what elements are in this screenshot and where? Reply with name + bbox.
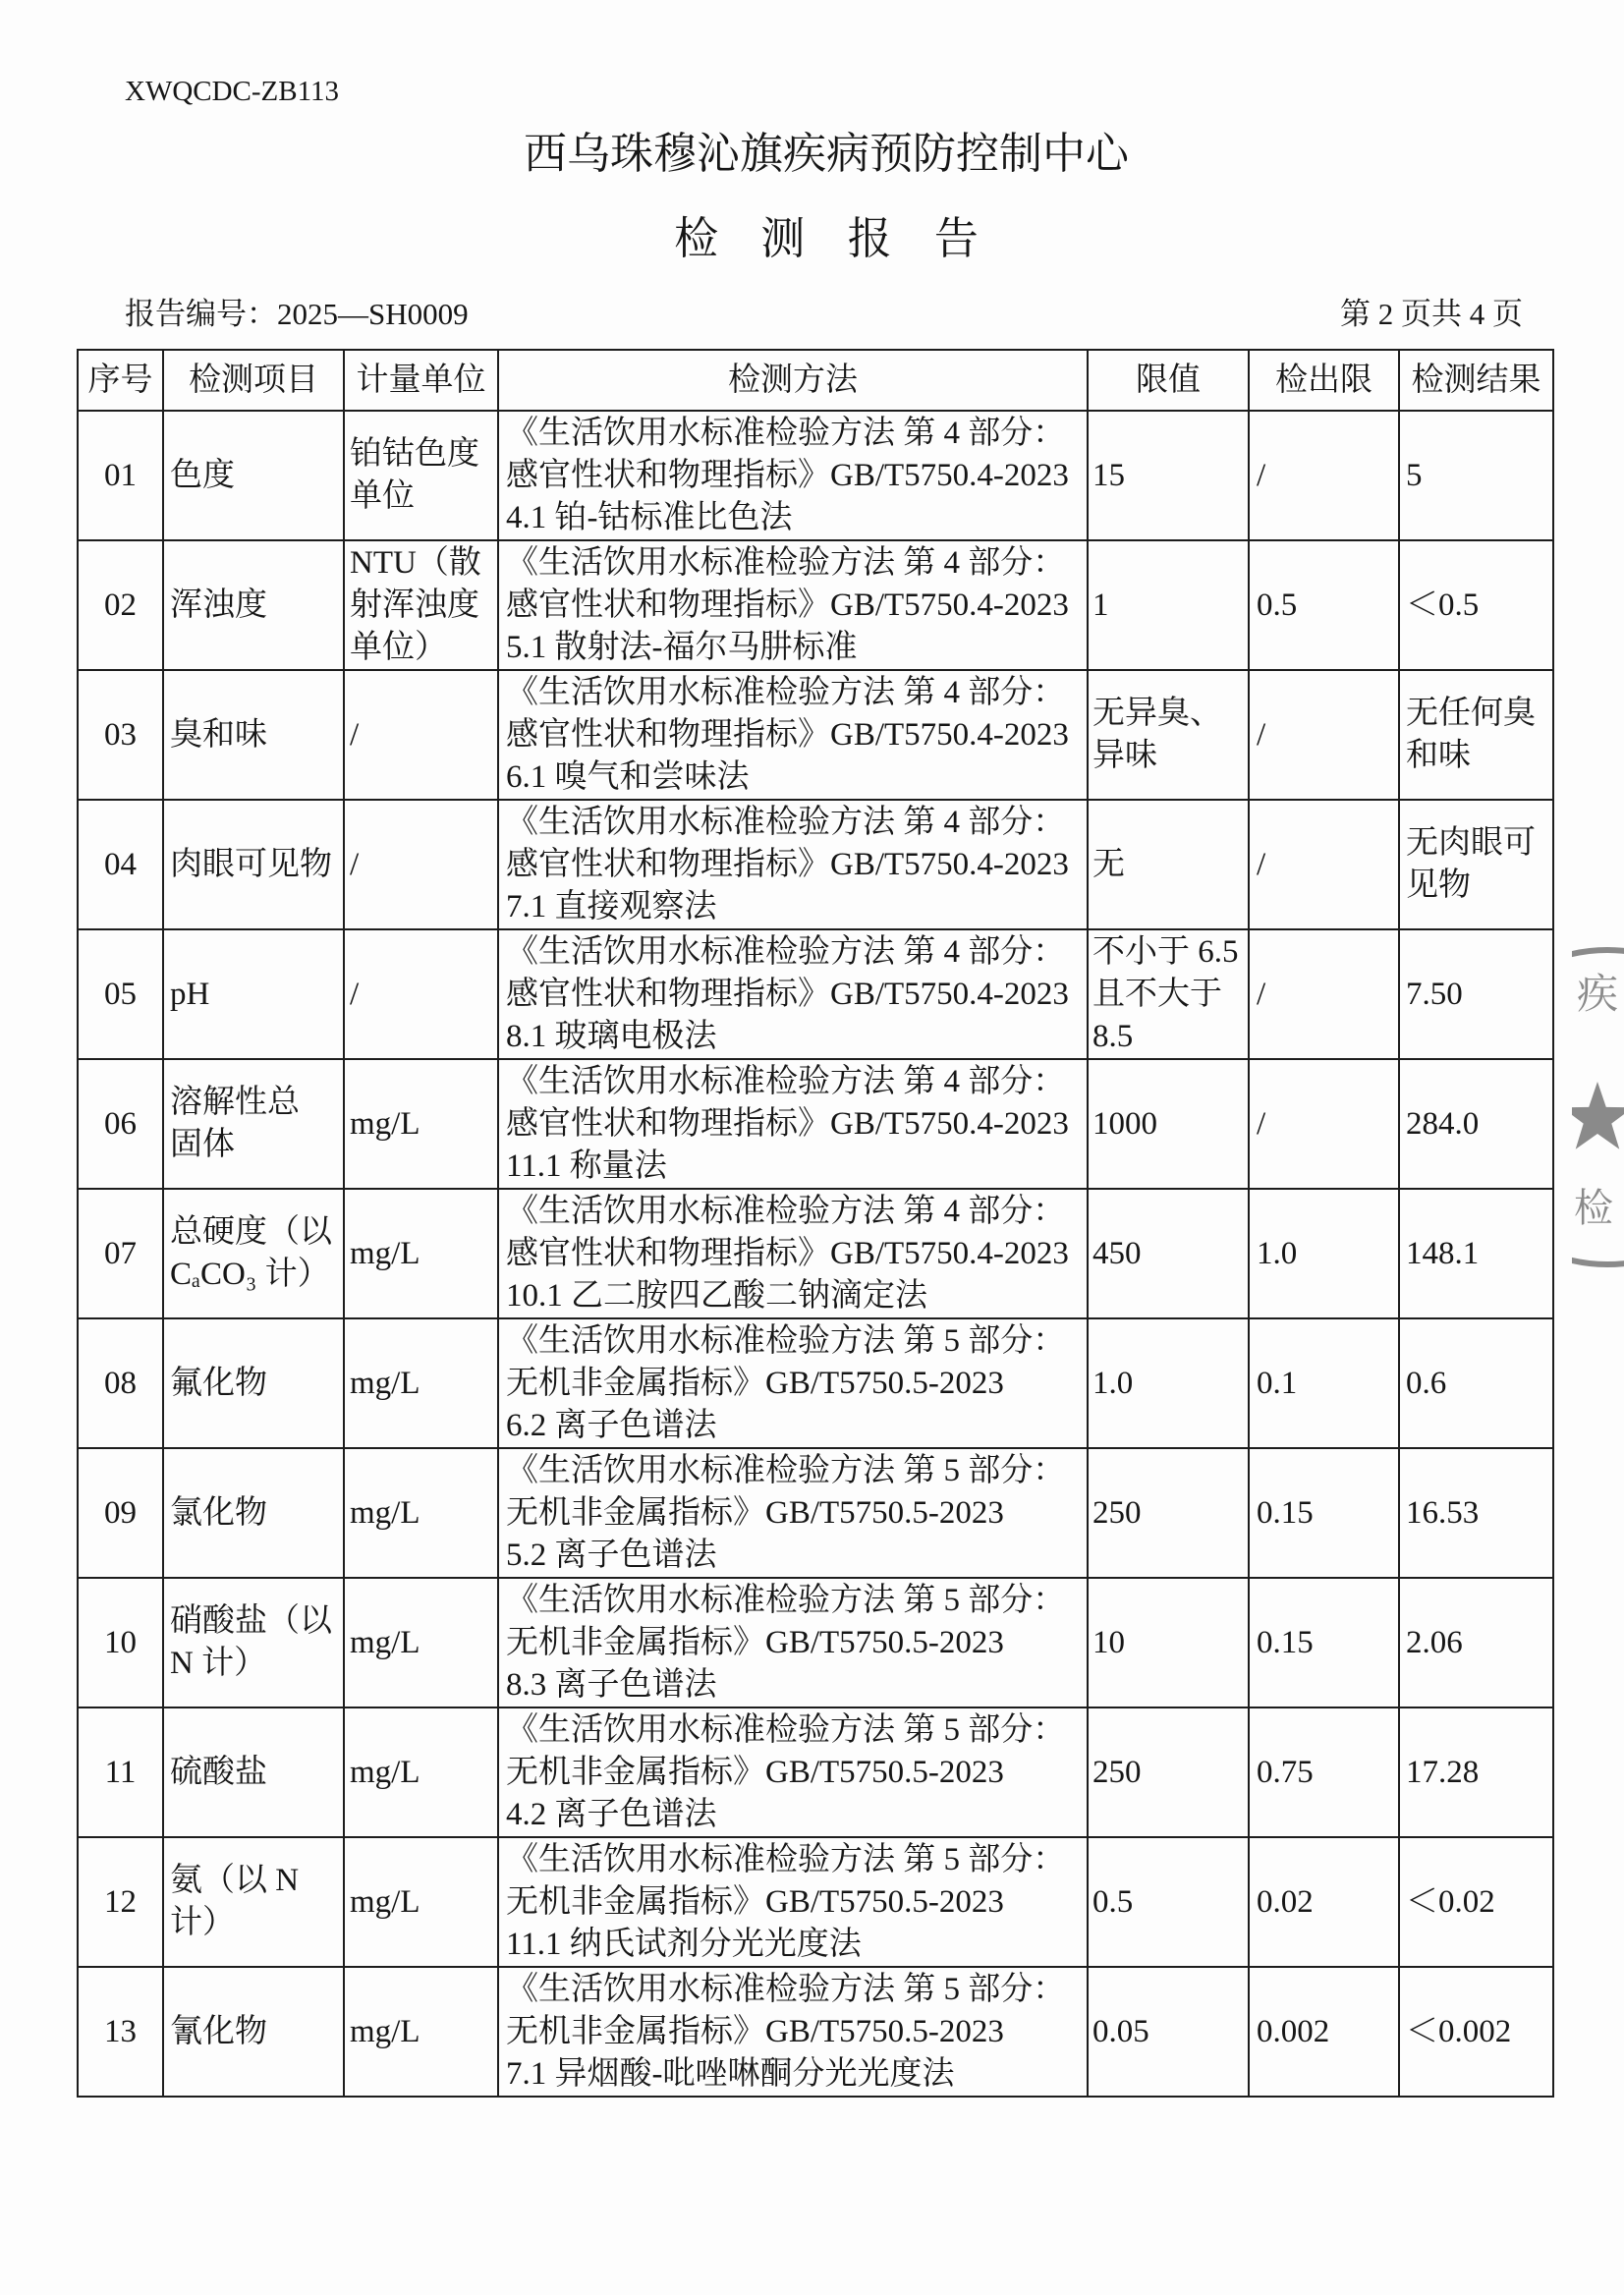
limit-value-line: 15 <box>1092 457 1125 493</box>
test-result-line: 7.50 <box>1406 976 1463 1012</box>
test-item-line: 浑浊度 <box>170 587 267 623</box>
test-method-line: 6.1 嗅气和尝味法 <box>506 758 750 795</box>
unit <box>344 1967 498 2097</box>
detection-limit <box>1249 1967 1399 2097</box>
detection-limit <box>1249 1189 1399 1318</box>
test-item-line: 臭和味 <box>170 716 267 753</box>
table-row <box>78 1578 1553 1707</box>
detection-limit <box>1249 670 1399 800</box>
limit-value <box>1088 1059 1249 1189</box>
header-unit: 计量单位 <box>344 350 498 411</box>
test-item-line: CₐCO₃ 计） <box>170 1257 330 1292</box>
unit-line: / <box>350 846 360 882</box>
row-number-line: 05 <box>104 976 137 1012</box>
seal-stamp <box>1572 914 1624 1307</box>
row-number <box>78 1967 163 2097</box>
test-method-line: 8.1 玻璃电极法 <box>506 1018 717 1054</box>
test-method-line: 《生活饮用水标准检验方法 第 4 部分： <box>506 804 1066 840</box>
test-method-line: 《生活饮用水标准检验方法 第 4 部分： <box>506 933 1066 970</box>
test-item <box>163 1189 344 1318</box>
row-number-line: 06 <box>104 1105 137 1142</box>
detection-limit <box>1249 1059 1399 1189</box>
limit-value <box>1088 1578 1249 1707</box>
row-number <box>78 411 163 540</box>
row-number-line: 08 <box>104 1365 137 1401</box>
limit-value <box>1088 1448 1249 1578</box>
unit-line: mg/L <box>350 2013 420 2049</box>
test-method <box>498 670 1088 800</box>
limit-value-line: 8.5 <box>1092 1018 1134 1054</box>
test-result-line: 见物 <box>1406 868 1471 903</box>
test-result-line: 和味 <box>1406 738 1471 773</box>
test-method-line: 8.3 离子色谱法 <box>506 1666 717 1703</box>
test-item <box>163 1318 344 1448</box>
detection-limit-line: / <box>1257 1105 1266 1142</box>
test-item <box>163 800 344 929</box>
test-method-line: 《生活饮用水标准检验方法 第 4 部分： <box>506 415 1066 451</box>
detection-limit-line: 0.02 <box>1257 1883 1314 1920</box>
limit-value-line: 无异臭、 <box>1092 696 1222 731</box>
unit-line: / <box>350 716 360 753</box>
unit-line: mg/L <box>350 1754 420 1790</box>
test-result-line: 无任何臭 <box>1406 696 1536 731</box>
test-result <box>1399 670 1553 800</box>
test-result <box>1399 1448 1553 1578</box>
row-number-line: 10 <box>104 1624 137 1660</box>
test-method <box>498 1448 1088 1578</box>
unit-line: 单位 <box>350 478 415 514</box>
test-method-line: 感官性状和物理指标》GB/T5750.4-2023 <box>506 457 1069 493</box>
test-item <box>163 540 344 670</box>
test-result-line: ＜0.5 <box>1406 587 1480 623</box>
unit <box>344 670 498 800</box>
table-row <box>78 1967 1553 2097</box>
test-result <box>1399 1059 1553 1189</box>
limit-value-line: 10 <box>1092 1624 1125 1660</box>
test-method-line: 7.1 异烟酸-吡唑啉酮分光光度法 <box>506 2055 955 2092</box>
row-number <box>78 1189 163 1318</box>
row-number-line: 03 <box>104 716 137 753</box>
limit-value <box>1088 1837 1249 1967</box>
detection-limit-line: 0.75 <box>1257 1754 1314 1790</box>
header-detection-limit: 检出限 <box>1249 350 1399 411</box>
test-method-line: 感官性状和物理指标》GB/T5750.4-2023 <box>506 846 1069 882</box>
test-method-line: 无机非金属指标》GB/T5750.5-2023 <box>506 1624 1004 1660</box>
unit-line: mg/L <box>350 1365 420 1401</box>
limit-value-line: 无 <box>1092 846 1125 882</box>
test-method-line: 《生活饮用水标准检验方法 第 4 部分： <box>506 1193 1066 1229</box>
row-number <box>78 1059 163 1189</box>
test-item-line: 溶解性总 <box>170 1085 300 1120</box>
test-item-line: 氰化物 <box>170 2013 267 2049</box>
detection-limit <box>1249 1707 1399 1837</box>
test-method-line: 《生活饮用水标准检验方法 第 5 部分： <box>506 1971 1066 2007</box>
test-item <box>163 1578 344 1707</box>
test-method <box>498 1318 1088 1448</box>
test-method-line: 《生活饮用水标准检验方法 第 4 部分： <box>506 544 1066 581</box>
test-item-line: 氯化物 <box>170 1494 267 1531</box>
test-method-line: 感官性状和物理指标》GB/T5750.4-2023 <box>506 1105 1069 1142</box>
limit-value <box>1088 800 1249 929</box>
unit-line: / <box>350 976 360 1012</box>
limit-value <box>1088 411 1249 540</box>
header-limit-value: 限值 <box>1088 350 1249 411</box>
test-method-line: 《生活饮用水标准检验方法 第 4 部分： <box>506 674 1066 710</box>
row-number-line: 07 <box>104 1235 137 1271</box>
test-item <box>163 1967 344 2097</box>
detection-limit <box>1249 411 1399 540</box>
detection-limit <box>1249 1578 1399 1707</box>
test-item-line: N 计） <box>170 1646 267 1681</box>
test-result-line: 0.6 <box>1406 1365 1447 1401</box>
test-result-line: 17.28 <box>1406 1754 1480 1790</box>
unit-line: 单位） <box>350 629 447 665</box>
table-row <box>78 670 1553 800</box>
seal-char: 疾 <box>1576 970 1619 1018</box>
test-method-line: 4.1 铂-钴标准比色法 <box>506 499 793 535</box>
header-sequence: 序号 <box>78 350 163 411</box>
test-method-line: 无机非金属指标》GB/T5750.5-2023 <box>506 1365 1004 1401</box>
test-result <box>1399 411 1553 540</box>
test-result <box>1399 800 1553 929</box>
test-item-line: 计） <box>170 1905 235 1940</box>
table-body <box>78 411 1553 2097</box>
unit-line: 铂钴色度 <box>350 436 479 472</box>
test-method-line: 《生活饮用水标准检验方法 第 4 部分： <box>506 1063 1066 1099</box>
test-result <box>1399 1967 1553 2097</box>
test-method-line: 7.1 直接观察法 <box>506 888 717 924</box>
limit-value <box>1088 1707 1249 1837</box>
limit-value-line: 0.05 <box>1092 2013 1149 2049</box>
test-result <box>1399 1837 1553 1967</box>
test-result-line: 16.53 <box>1406 1494 1480 1531</box>
unit <box>344 1189 498 1318</box>
test-method-line: 《生活饮用水标准检验方法 第 5 部分： <box>506 1322 1066 1359</box>
row-number-line: 13 <box>104 2013 137 2049</box>
limit-value <box>1088 929 1249 1059</box>
limit-value-line: 1000 <box>1092 1105 1157 1142</box>
row-number <box>78 1578 163 1707</box>
unit-line: 射浑浊度 <box>350 587 479 623</box>
test-item <box>163 411 344 540</box>
test-result-line: 2.06 <box>1406 1624 1463 1660</box>
test-item-line: pH <box>170 976 210 1012</box>
detection-limit <box>1249 1837 1399 1967</box>
row-number-line: 04 <box>104 846 137 882</box>
row-number-line: 02 <box>104 587 137 623</box>
detection-limit <box>1249 929 1399 1059</box>
test-method <box>498 540 1088 670</box>
table-header-row <box>78 350 1553 411</box>
row-number-line: 12 <box>104 1883 137 1920</box>
test-method <box>498 1059 1088 1189</box>
unit <box>344 929 498 1059</box>
test-item-line: 硝酸盐（以 <box>170 1603 332 1639</box>
test-method-line: 5.2 离子色谱法 <box>506 1537 717 1573</box>
test-result <box>1399 1578 1553 1707</box>
detection-limit-line: / <box>1257 716 1266 753</box>
test-method <box>498 411 1088 540</box>
detection-limit <box>1249 1318 1399 1448</box>
test-method-line: 无机非金属指标》GB/T5750.5-2023 <box>506 2013 1004 2049</box>
detection-limit-line: 0.15 <box>1257 1624 1314 1660</box>
test-method-line: 无机非金属指标》GB/T5750.5-2023 <box>506 1754 1004 1790</box>
limit-value-line: 250 <box>1092 1754 1142 1790</box>
header-test-method: 检测方法 <box>498 350 1088 411</box>
test-result-line: 148.1 <box>1406 1235 1480 1271</box>
test-method-line: 11.1 称量法 <box>506 1148 667 1184</box>
detection-limit <box>1249 540 1399 670</box>
test-method <box>498 929 1088 1059</box>
test-method-line: 感官性状和物理指标》GB/T5750.4-2023 <box>506 1235 1069 1271</box>
table-row <box>78 800 1553 929</box>
test-item <box>163 670 344 800</box>
detection-limit <box>1249 800 1399 929</box>
test-method <box>498 1578 1088 1707</box>
test-result <box>1399 929 1553 1059</box>
table-row <box>78 1707 1553 1837</box>
detection-limit-line: 0.002 <box>1257 2013 1330 2049</box>
unit <box>344 1578 498 1707</box>
unit <box>344 1837 498 1967</box>
table-row <box>78 1318 1553 1448</box>
table-row <box>78 1059 1553 1189</box>
unit-line: mg/L <box>350 1235 420 1271</box>
test-item <box>163 1448 344 1578</box>
document-title: 检 测 报 告 <box>674 214 994 263</box>
test-item-line: 氨（以 N <box>170 1863 300 1898</box>
test-method-line: 感官性状和物理指标》GB/T5750.4-2023 <box>506 587 1069 623</box>
limit-value-line: 且不大于 <box>1092 976 1222 1012</box>
test-item-line: 色度 <box>170 457 235 493</box>
table-row <box>78 411 1553 540</box>
test-result-line: 5 <box>1406 457 1423 493</box>
table-row <box>78 1448 1553 1578</box>
row-number <box>78 929 163 1059</box>
unit <box>344 540 498 670</box>
detection-limit-line: / <box>1257 846 1266 882</box>
limit-value-line: 1.0 <box>1092 1365 1134 1401</box>
unit <box>344 1707 498 1837</box>
test-method-line: 《生活饮用水标准检验方法 第 5 部分： <box>506 1841 1066 1877</box>
test-item-line: 肉眼可见物 <box>170 846 332 882</box>
document-code: XWQCDC-ZB113 <box>125 76 340 107</box>
limit-value-line: 异味 <box>1092 738 1157 773</box>
header-test-item: 检测项目 <box>163 350 344 411</box>
table-row <box>78 929 1553 1059</box>
test-result-line: ＜0.02 <box>1406 1883 1495 1920</box>
test-method <box>498 1967 1088 2097</box>
test-method <box>498 1707 1088 1837</box>
detection-limit-line: / <box>1257 976 1266 1012</box>
test-result-line: 284.0 <box>1406 1105 1480 1142</box>
limit-value <box>1088 540 1249 670</box>
test-item <box>163 1837 344 1967</box>
test-item-line: 硫酸盐 <box>170 1754 267 1790</box>
limit-value <box>1088 1189 1249 1318</box>
row-number <box>78 1448 163 1578</box>
test-item-line: 氟化物 <box>170 1365 267 1401</box>
header-test-result: 检测结果 <box>1399 350 1553 411</box>
test-results-table <box>77 349 1554 2098</box>
test-method-line: 《生活饮用水标准检验方法 第 5 部分： <box>506 1711 1066 1748</box>
detection-limit-line: 0.1 <box>1257 1365 1298 1401</box>
unit <box>344 1059 498 1189</box>
test-item <box>163 1707 344 1837</box>
unit <box>344 411 498 540</box>
test-method-line: 《生活饮用水标准检验方法 第 5 部分： <box>506 1582 1066 1618</box>
unit <box>344 1318 498 1448</box>
limit-value <box>1088 1318 1249 1448</box>
test-result-line: 无肉眼可 <box>1406 825 1536 861</box>
unit-line: mg/L <box>350 1105 420 1142</box>
detection-limit-line: / <box>1257 457 1266 493</box>
test-item-line: 总硬度（以 <box>170 1214 332 1250</box>
table-row <box>78 540 1553 670</box>
limit-value-line: 0.5 <box>1092 1883 1134 1920</box>
test-method-line: 5.1 散射法-福尔马肼标准 <box>506 629 858 665</box>
test-method-line: 《生活饮用水标准检验方法 第 5 部分： <box>506 1452 1066 1488</box>
test-method <box>498 1837 1088 1967</box>
test-result <box>1399 540 1553 670</box>
test-method-line: 10.1 乙二胺四乙酸二钠滴定法 <box>506 1277 927 1314</box>
test-method-line: 感官性状和物理指标》GB/T5750.4-2023 <box>506 976 1069 1012</box>
table-row <box>78 1189 1553 1318</box>
row-number <box>78 1707 163 1837</box>
row-number <box>78 1318 163 1448</box>
detection-limit-line: 0.5 <box>1257 587 1298 623</box>
unit-line: mg/L <box>350 1494 420 1531</box>
limit-value-line: 不小于 6.5 <box>1092 933 1239 970</box>
test-result-line: ＜0.002 <box>1406 2013 1512 2049</box>
unit-line: mg/L <box>350 1883 420 1920</box>
row-number-line: 11 <box>104 1754 137 1790</box>
test-method <box>498 800 1088 929</box>
table-row <box>78 1837 1553 1967</box>
row-number-line: 09 <box>104 1494 137 1531</box>
report-number: 报告编号：2025—SH0009 <box>125 297 469 331</box>
test-result <box>1399 1707 1553 1837</box>
detection-limit-line: 0.15 <box>1257 1494 1314 1531</box>
test-method-line: 感官性状和物理指标》GB/T5750.4-2023 <box>506 716 1069 753</box>
limit-value-line: 250 <box>1092 1494 1142 1531</box>
test-result <box>1399 1189 1553 1318</box>
unit-line: mg/L <box>350 1624 420 1660</box>
unit-line: NTU（散 <box>350 544 481 581</box>
test-method-line: 6.2 离子色谱法 <box>506 1407 717 1443</box>
row-number <box>78 800 163 929</box>
limit-value-line: 450 <box>1092 1235 1142 1271</box>
limit-value <box>1088 1967 1249 2097</box>
organization-name: 西乌珠穆沁旗疾病预防控制中心 <box>524 130 1129 178</box>
test-item-line: 固体 <box>170 1127 235 1162</box>
detection-limit-line: 1.0 <box>1257 1235 1298 1271</box>
unit <box>344 1448 498 1578</box>
test-item <box>163 929 344 1059</box>
test-method-line: 4.2 离子色谱法 <box>506 1796 717 1832</box>
test-result <box>1399 1318 1553 1448</box>
limit-value-line: 1 <box>1092 587 1109 623</box>
test-method-line: 无机非金属指标》GB/T5750.5-2023 <box>506 1494 1004 1531</box>
test-method <box>498 1189 1088 1318</box>
page-indicator: 第 2 页共 4 页 <box>1340 297 1523 331</box>
unit <box>344 800 498 929</box>
row-number <box>78 670 163 800</box>
limit-value <box>1088 670 1249 800</box>
seal-char: 检 <box>1574 1186 1613 1231</box>
test-item <box>163 1059 344 1189</box>
test-method-line: 无机非金属指标》GB/T5750.5-2023 <box>506 1883 1004 1920</box>
row-number <box>78 540 163 670</box>
test-method-line: 11.1 纳氏试剂分光光度法 <box>506 1926 862 1962</box>
row-number-line: 01 <box>104 457 137 493</box>
row-number <box>78 1837 163 1967</box>
detection-limit <box>1249 1448 1399 1578</box>
seal-star-icon <box>1572 1082 1624 1149</box>
